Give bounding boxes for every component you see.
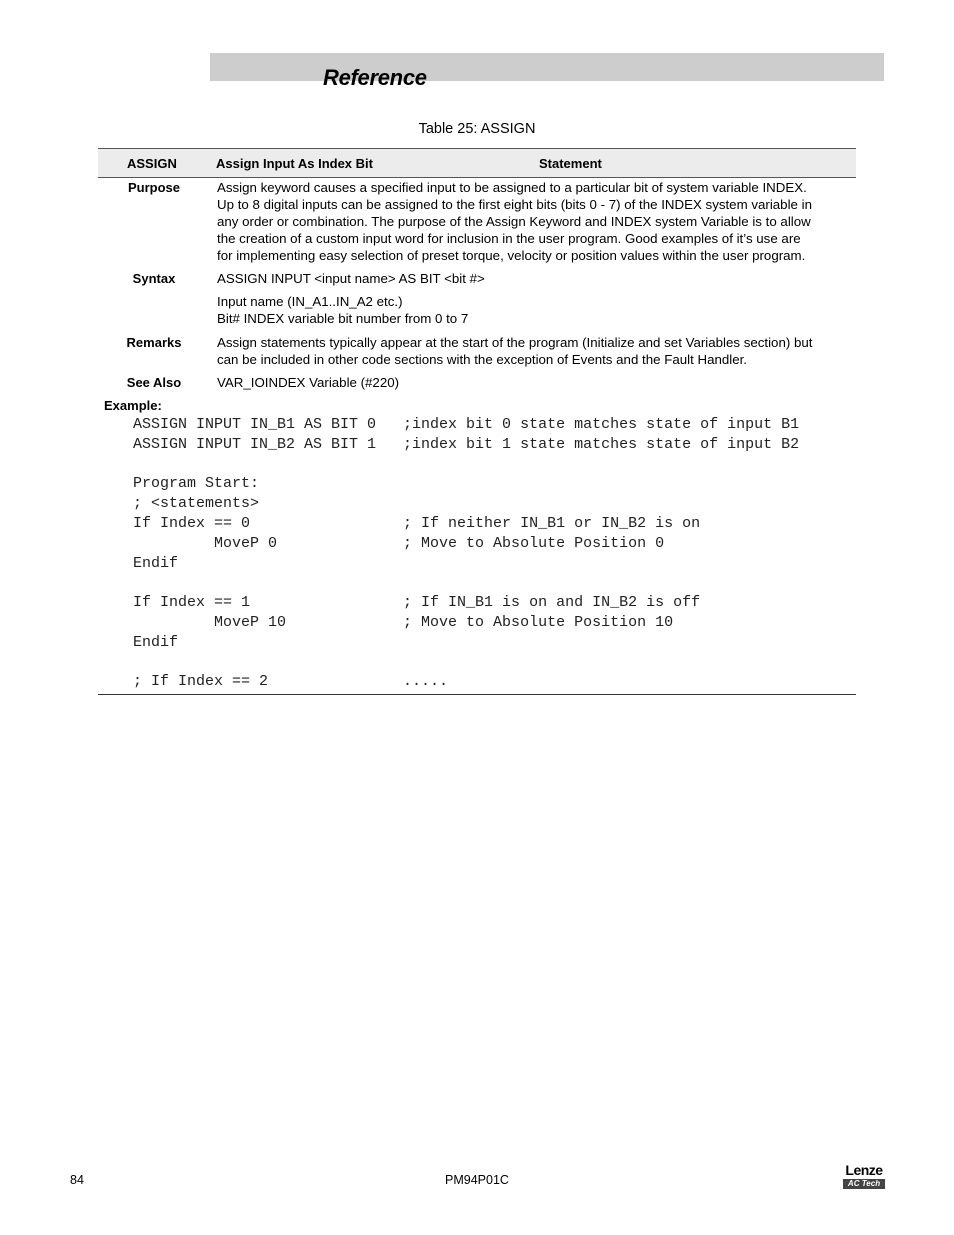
row-label-purpose: Purpose	[127, 180, 180, 195]
section-title: Reference	[323, 65, 427, 90]
syntax-param-line: Input name (IN_A1..IN_A2 etc.)	[217, 294, 403, 309]
row-text-purpose	[217, 179, 852, 264]
header-cell-keyword: ASSIGN	[127, 156, 177, 171]
header-bar	[210, 53, 884, 81]
syntax-line: ASSIGN INPUT <input name> AS BIT <bit #>	[217, 271, 485, 286]
document-code: PM94P01C	[445, 1173, 509, 1187]
company-logo	[843, 1163, 885, 1189]
row-text-syntax	[217, 270, 852, 287]
code-example: ASSIGN INPUT IN_B1 AS BIT 0 ;index bit 0 state matches state of input B1 ASSIGN INPUT IN_B2 AS BIT 1 ;index bit 1 state matches state of input B2 Program Start: ; <statements> If Index == 0 ; If neither IN_B1 or IN_B2 is on MoveP 0 ; Move to Absolute Position 0 Endif If Index == 1 ; If IN_B1 is on and IN_B2 is off MoveP 10 ; Move to Absolute Position 10 Endif ; If Index == 2 .....	[133, 416, 800, 691]
purpose-line: the creation of a custom input word for inclusion in the user program. Good examples of it’s use are	[217, 231, 801, 246]
row-label-remarks: Remarks	[126, 335, 182, 350]
row-text-see-also	[217, 374, 852, 391]
remarks-line: can be included in other code sections with the exception of Events and the Fault Handler.	[217, 352, 747, 367]
table-caption: Table 25: ASSIGN	[418, 121, 536, 137]
header-cell-type: Statement	[539, 156, 602, 171]
syntax-param-line: Bit# INDEX variable bit number from 0 to 7	[217, 311, 469, 326]
logo-wordmark: Lenze	[845, 1162, 883, 1178]
purpose-line: for implementing easy selection of preset torque, velocity or position values within the user program.	[217, 248, 806, 263]
row-label-syntax: Syntax	[132, 271, 176, 286]
header-cell-description: Assign Input As Index Bit	[216, 156, 373, 171]
see-also-line: VAR_IOINDEX Variable (#220)	[217, 375, 400, 390]
row-text-syntax-params	[217, 293, 852, 327]
logo-subtitle: AC Tech	[843, 1179, 885, 1189]
page-number: 84	[70, 1173, 84, 1187]
table-bottom-rule	[98, 694, 856, 695]
row-text-remarks	[217, 334, 852, 368]
purpose-line: any order or combination. The purpose of the Assign Keyword and INDEX system Variable is to allow	[217, 214, 811, 229]
row-label-see-also: See Also	[126, 375, 182, 390]
purpose-line: Up to 8 digital inputs can be assigned to the first eight bits (bits 0 - 7) of the INDEX system variable in	[217, 197, 812, 212]
table-header-row	[98, 148, 856, 178]
example-label: Example:	[104, 398, 162, 413]
purpose-line: Assign keyword causes a specified input to be assigned to a particular bit of system variable INDEX.	[217, 180, 807, 195]
remarks-line: Assign statements typically appear at the start of the program (Initialize and set Variables section) but	[217, 335, 813, 350]
